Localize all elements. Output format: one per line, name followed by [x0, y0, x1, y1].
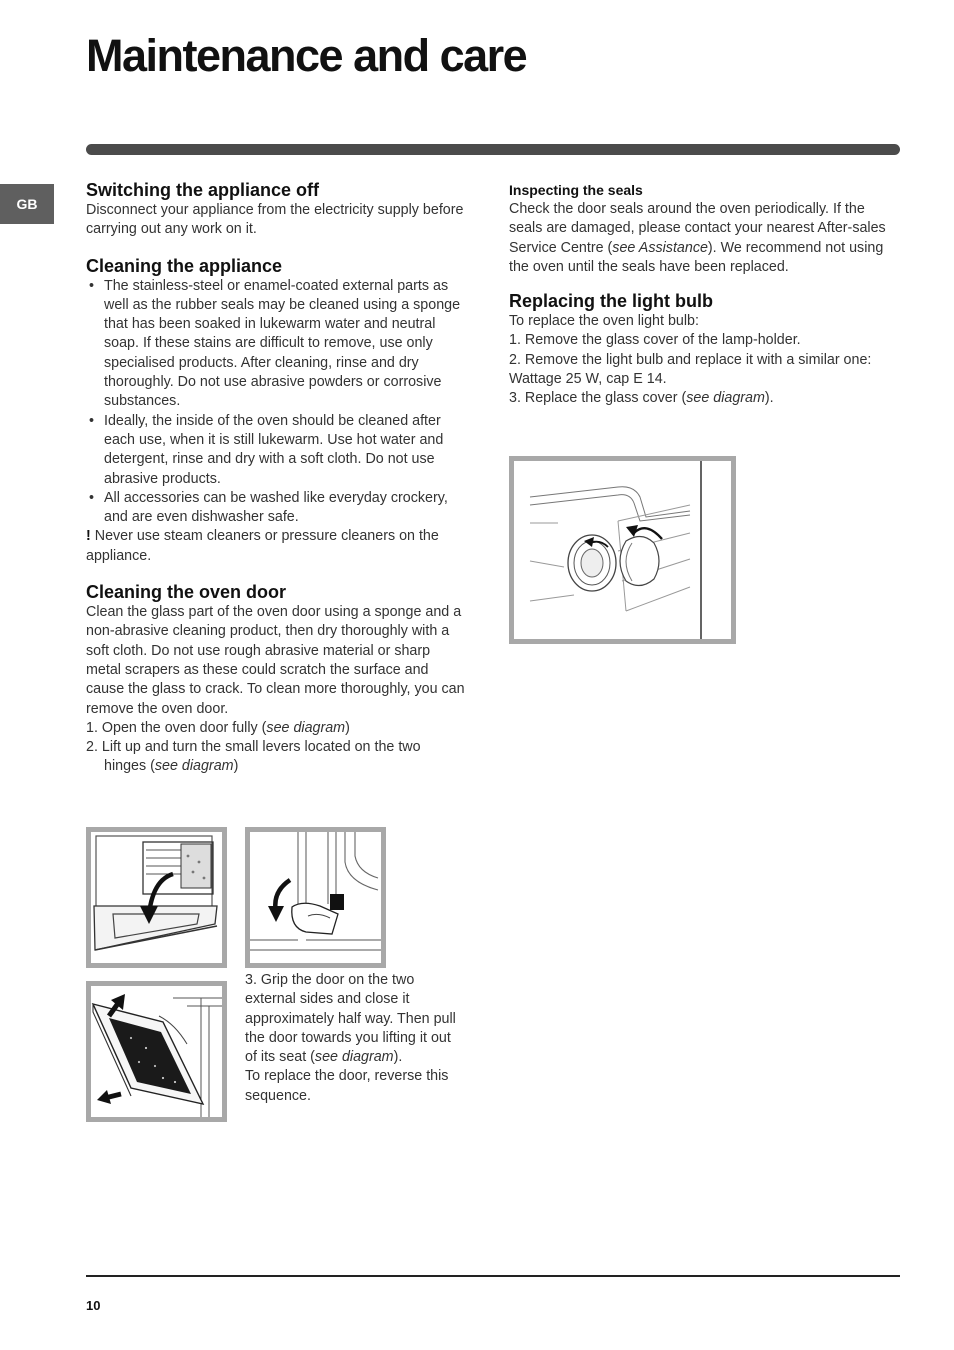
- left-column: [86, 179, 466, 777]
- door-steps: [86, 719, 466, 777]
- door-removal-diagram: [86, 981, 227, 1122]
- bulb-intro: To replace the oven light bulb:: [509, 313, 699, 330]
- footer-rule: [86, 1275, 900, 1277]
- heading-switching-off: Switching the appliance off: [86, 180, 320, 200]
- section-cleaning-appliance: [86, 255, 466, 566]
- cleaning-bullet: • All accessories can be washed like everyday crockery, and are even dishwasher safe.: [86, 489, 466, 528]
- right-column: [509, 179, 889, 409]
- page-title: Maintenance and care: [86, 30, 527, 81]
- bulb-step-2: 2. Remove the light bulb and replace it with a similar one: Wattage 25 W, cap E 14.: [509, 351, 872, 388]
- switching-off-text: Disconnect your appliance from the electricity supply before carrying out any work on it.: [86, 202, 464, 238]
- light-bulb-diagram: [509, 456, 736, 644]
- door-step-3: 3. Grip the door on the two external sides and close it approximately half way. Then pull the door towards you lifting it out of its seat (see diagram). To replace the door, reverse this sequence.: [245, 971, 460, 1106]
- bulb-step-1: 1. Remove the glass cover of the lamp-holder.: [509, 332, 801, 349]
- language-tab: GB: [0, 184, 54, 224]
- section-replacing-bulb: [509, 290, 889, 408]
- warning-mark: !: [86, 528, 91, 545]
- warning-text: Never use steam cleaners or pressure cleaners on the appliance.: [86, 528, 439, 564]
- light-bulb-drawing: [514, 461, 731, 639]
- page-number: 10: [86, 1298, 101, 1313]
- door-text: Clean the glass part of the oven door using a sponge and a non-abrasive cleaning product, then dry thoroughly with a soft cloth. Do not use rough abrasive material or sharp metal scrapers as these could scratch the surface and cause the glass to crack. To clean more thoroughly, you can remove the oven door.: [86, 604, 465, 717]
- hinge-lever-diagram: [245, 827, 386, 968]
- oven-door-open-diagram: [86, 827, 227, 968]
- door-step-1: 1. Open the oven door fully (see diagram): [86, 719, 350, 736]
- cleaning-bullet: • The stainless-steel or enamel-coated external parts as well as the rubber seals may be cleaned using a sponge that has been soaked in lukewarm water and neutral soap. If these stains are difficult to remove, use only specialised products. After cleaning, rinse and dry thoroughly. Do not use abrasive powders or corrosive substances.: [86, 277, 466, 412]
- section-switching-off: [86, 179, 466, 240]
- seals-text: Check the door seals around the oven periodically. If the seals are damaged, please contact your nearest After-sales Service Centre (see Assistance). We recommend not using the oven until the seals have been replaced.: [509, 201, 886, 275]
- heading-inspecting-seals: Inspecting the seals: [509, 182, 643, 198]
- door-replace-note: To replace the door, reverse this sequence.: [245, 1068, 449, 1104]
- door-removal-drawing: [91, 986, 222, 1117]
- heading-cleaning-door: Cleaning the oven door: [86, 582, 287, 603]
- section-inspecting-seals: [509, 181, 889, 277]
- cleaning-bullet-list: [86, 277, 466, 528]
- section-cleaning-door: [86, 581, 466, 777]
- cleaning-bullet: • Ideally, the inside of the oven should be cleaned after each use, when it is still lukewarm. Use hot water and detergent, rinse and dry with a soft cloth. Do not use abrasive products.: [86, 412, 466, 489]
- title-divider-bar: [86, 144, 900, 155]
- hinge-lever-drawing: [250, 832, 381, 963]
- heading-cleaning-appliance: Cleaning the appliance: [86, 255, 283, 276]
- bulb-step-3: 3. Replace the glass cover (see diagram).: [509, 390, 774, 407]
- steam-cleaner-warning: [86, 527, 466, 566]
- oven-door-open-drawing: [91, 832, 222, 963]
- heading-replacing-bulb: Replacing the light bulb: [509, 291, 713, 312]
- door-step-2: 2. Lift up and turn the small levers located on the two hinges (see diagram): [86, 739, 421, 775]
